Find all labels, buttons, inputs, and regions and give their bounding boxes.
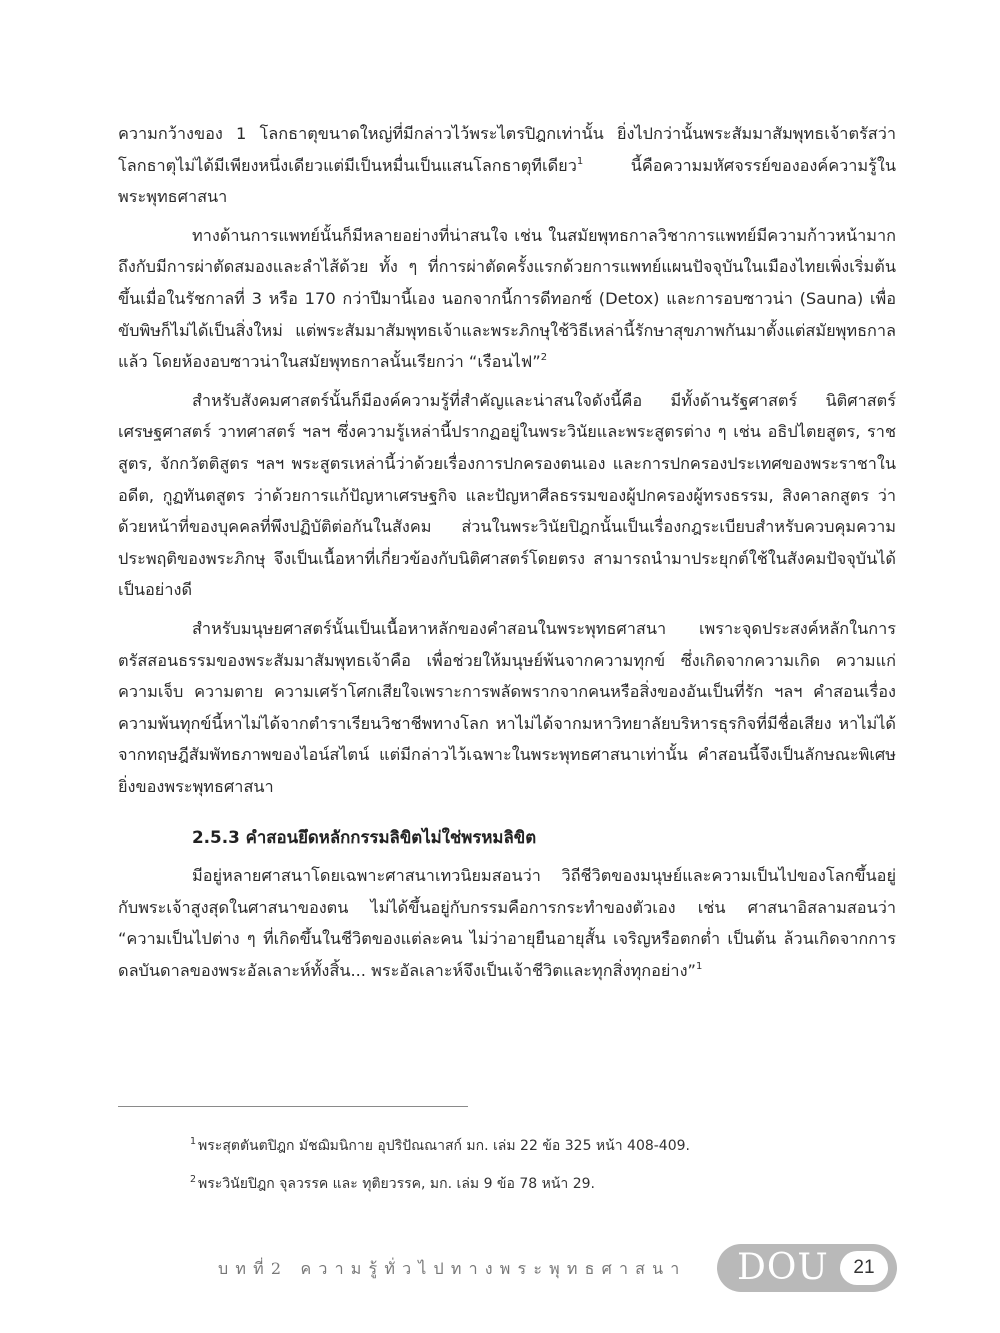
paragraph-1: ความกว้างของ 1 โลกธาตุขนาดใหญ่ที่มีกล่าวไว้พระไตรปิฎกเท่านั้น ยิ่งไปกว่านั้นพระสัมมาสัมพุทธเจ้าตรัสว่าโลกธาตุไม่ได้มีเพียงหนึ่งเดียวแต่มีเป็นหมื่นเป็นแสนโลกธาตุทีเดียว$^1$ นี้คือความมหัศจรรย์ขององค์ความรู้ในพระพุทธศาสนา <box>118 124 896 207</box>
paragraph-2: ทางด้านการแพทย์นั้นก็มีหลายอย่างที่น่าสนใจ เช่น ในสมัยพุทธกาลวิชาการแพทย์มีความก้าวหน้ามากถึงกับมีการผ่าตัดสมองและลำไส้ด้วย ทั้ง ๆ ที่การผ่าตัดครั้งแรกด้วยการแพทย์แผนปัจจุบันในเมืองไทยเพิ่งเริ่มต้นขึ้นเมื่อในรัชกาลที่ 3 หรือ 170 กว่าปีมานี้เอง นอกจากนี้การดีทอกซ์ (Detox) และการอบซาวน่า (Sauna) เพื่อขับพิษก็ไม่ได้เป็นสิ่งใหม่ แต่พระสัมมาสัมพุทธเจ้าและพระภิกษุใช้วิธีเหล่านี้รักษาสุขภาพกันมาตั้งแต่สมัยพุทธกาลแล้ว โดยห้องอบซาวน่าในสมัยพุทธกาลนั้นเรียกว่า “เรือนไฟ”$^2$ <box>118 225 896 372</box>
paragraph-4: สำหรับมนุษยศาสตร์นั้นเป็นเนื้อหาหลักของคำสอนในพระพุทธศาสนา เพราะจุดประสงค์หลักในการตรัสสอนธรรมของพระสัมมาสัมพุทธเจ้าคือ เพื่อช่วยให้มนุษย์พ้นจากความทุกข์ ซึ่งเกิดจากความเกิด ความแก่ ความเจ็บ ความตาย ความเศร้าโศกเสียใจเพราะการพลัดพรากจากคนหรือสิ่งของอันเป็นที่รัก ฯลฯ คำสอนเรื่องความพ้นทุกข์นี้หาไม่ได้จากตำราเรียนวิชาชีพทางโลก หาไม่ได้จากมหาวิทยาลัยบริหารธุรกิจที่มีชื่อเสียง หาไม่ได้จากทฤษฎีสัมพัทธภาพของไอน์สไตน์ แต่มีกล่าวไว้เฉพาะในพระพุทธศาสนาเท่านั้น คำสอนนี้จึงเป็นลักษณะพิเศษยิ่งของพระพุทธศาสนา <box>118 618 896 796</box>
dou-logo: DOU <box>737 1247 829 1288</box>
paragraph-3: สำหรับสังคมศาสตร์นั้นก็มีองค์ความรู้ที่สำคัญและน่าสนใจดังนี้คือ มีทั้งด้านรัฐศาสตร์ นิติศาสตร์ เศรษฐศาสตร์ วาทศาสตร์ ฯลฯ ซึ่งความรู้เหล่านี้ปรากฏอยู่ในพระวินัยและพระสูตรต่าง ๆ เช่น อธิปไตยสูตร, ราชสูตร, จักกวัตติสูตร ฯลฯ พระสูตรเหล่านี้ว่าด้วยเรื่องการปกครองตนเอง และการปกครองประเทศของพระราชาในอดีต, กูฏทันตสูตร ว่าด้วยการแก้ปัญหาเศรษฐกิจ และปัญหาศีลธรรมของผู้ปกครองผู้ทรงธรรม, สิงคาลกสูตร ว่าด้วยหน้าที่ของบุคคลที่พึงปฏิบัติต่อกันในสังคม ส่วนในพระวินัยปิฎกนั้นเป็นเรื่องกฎระเบียบสำหรับควบคุมความประพฤติของพระภิกษุ จึงเป็นเนื้อหาที่เกี่ยวข้องกับนิติศาสตร์โดยตรง สามารถนำมาประยุกต์ใช้ในสังคมปัจจุบันได้เป็นอย่างดี <box>118 390 896 600</box>
footer-chapter-title: บทที่2 ความรู้ทั่วไปทางพระพุทธศาสนา <box>218 1259 687 1278</box>
paragraph-5: มีอยู่หลายศาสนาโดยเฉพาะศาสนาเทวนิยมสอนว่า วิถีชีวิตของมนุษย์และความเป็นไปของโลกขึ้นอยู่กับพระเจ้าสูงสุดในศาสนาของตน ไม่ได้ขึ้นอยู่กับกรรมคือการกระทำของตัวเอง เช่น ศาสนาอิสลามสอนว่า “ความเป็นไปต่าง ๆ ที่เกิดขึ้นในชีวิตของแต่ละคน ไม่ว่าอายุยืนอายุสั้น เจริญหรือตกต่ำ เป็นต้น ล้วนเกิดจากการดลบันดาลของพระอัลเลาะห์ทั้งสิ้น... พระอัลเลาะห์จึงเป็นเจ้าชีวิตและทุกสิ่งทุกอย่าง”$^1$ <box>118 866 896 980</box>
page-badge <box>717 1244 897 1292</box>
footnote-ref-1: 1 <box>576 155 584 167</box>
footnote-ref-2: 2 <box>540 352 548 364</box>
footnote-ref-1b: 1 <box>695 960 703 972</box>
body-text <box>118 118 896 993</box>
footnote-1: $^1$ พระสุตตันตปิฎก มัชฌิมนิกาย อุปริปัณณาสก์ มก. เล่ม 22 ข้อ 325 หน้า 408-409. <box>190 1136 690 1154</box>
footnote-divider <box>118 1106 468 1107</box>
footnotes <box>190 1136 890 1212</box>
page-number: 21 <box>840 1251 888 1285</box>
footnote-2: $^2$ พระวินัยปิฎก จุลวรรค และ ทุติยวรรค, มก. เล่ม 9 ข้อ 78 หน้า 29. <box>190 1174 595 1192</box>
section-heading: 2.5.3 คำสอนยึดหลักกรรมลิขิตไม่ใช่พรหมลิขิต <box>192 827 537 848</box>
